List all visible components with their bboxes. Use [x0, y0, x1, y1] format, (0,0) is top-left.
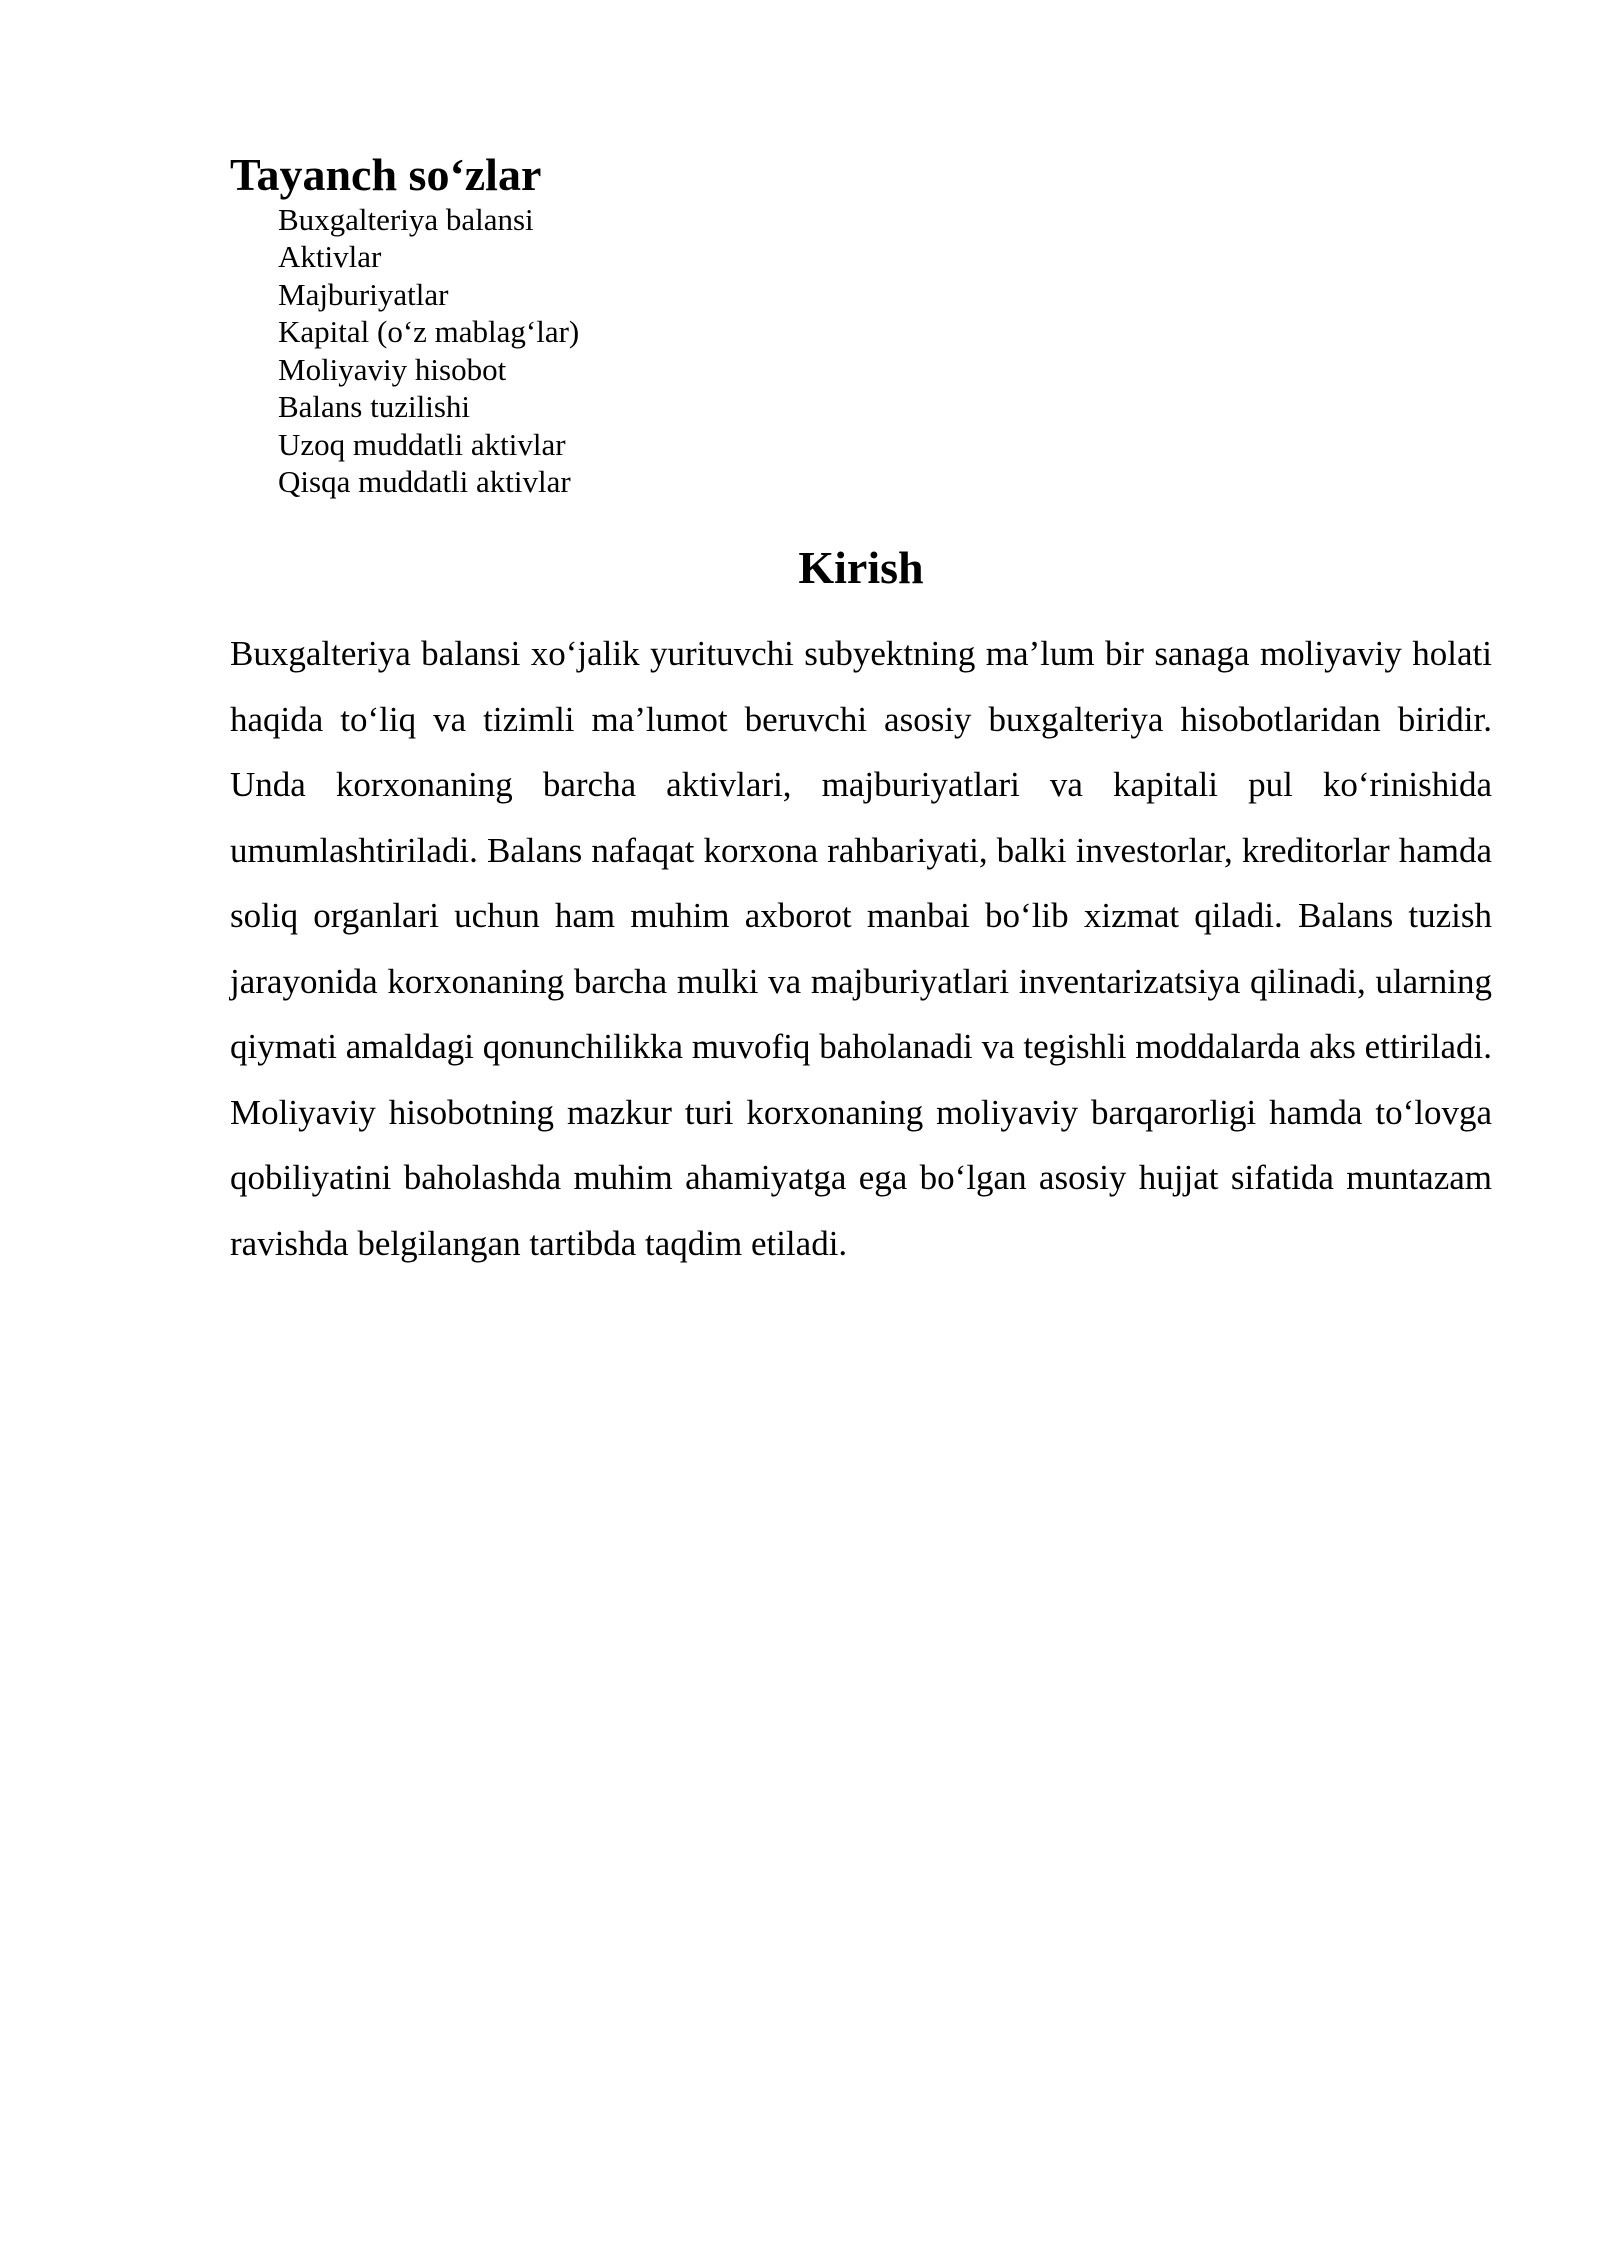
keyword-item: Kapital (o‘z mablag‘lar)	[278, 314, 580, 350]
keyword-item: Moliyaviy hisobot	[278, 351, 507, 387]
keyword-item: Qisqa muddatli aktivlar	[278, 464, 571, 500]
keywords-list	[230, 201, 1492, 501]
keywords-heading: Tayanch so‘zlar	[230, 149, 542, 200]
keyword-item: Balans tuzilishi	[278, 389, 471, 425]
keyword-item: Majburiyatlar	[278, 276, 449, 312]
keyword-item: Buxgalteriya balansi	[278, 201, 534, 237]
page-content	[230, 150, 1492, 1276]
keyword-item: Uzoq muddatli aktivlar	[278, 426, 566, 462]
intro-paragraph: Buxgalteriya balansi xo‘jalik yurituvchi subyektning ma’lum bir sanaga moliyaviy holati haqida to‘liq va tizimli ma’lumot beruvchi asosiy buxgalteriya hisobotlaridan biridir. Unda korxonaning barcha aktivlari, majburiyatlari va kapitali pul ko‘rinishida umumlashtiriladi. Balans nafaqat korxona rahbariyati, balki investorlar, kreditorlar hamda soliq organlari uchun ham muhim axborot manbai bo‘lib xizmat qiladi. Balans tuzish jarayonida korxonaning barcha mulki va majburiyatlari inventarizatsiya qilinadi, ularning qiymati amaldagi qonunchilikka muvofiq baholanadi va tegishli moddalarda aks ettiriladi. Moliyaviy hisobotning mazkur turi korxonaning moliyaviy barqarorligi hamda to‘lovga qobiliyatini baholashda muhim ahamiyatga ega bo‘lgan asosiy hujjat sifatida muntazam ravishda belgilangan tartibda taqdim etiladi.	[230, 634, 1492, 1263]
keyword-item: Aktivlar	[278, 239, 382, 275]
intro-heading: Kirish	[798, 541, 924, 593]
